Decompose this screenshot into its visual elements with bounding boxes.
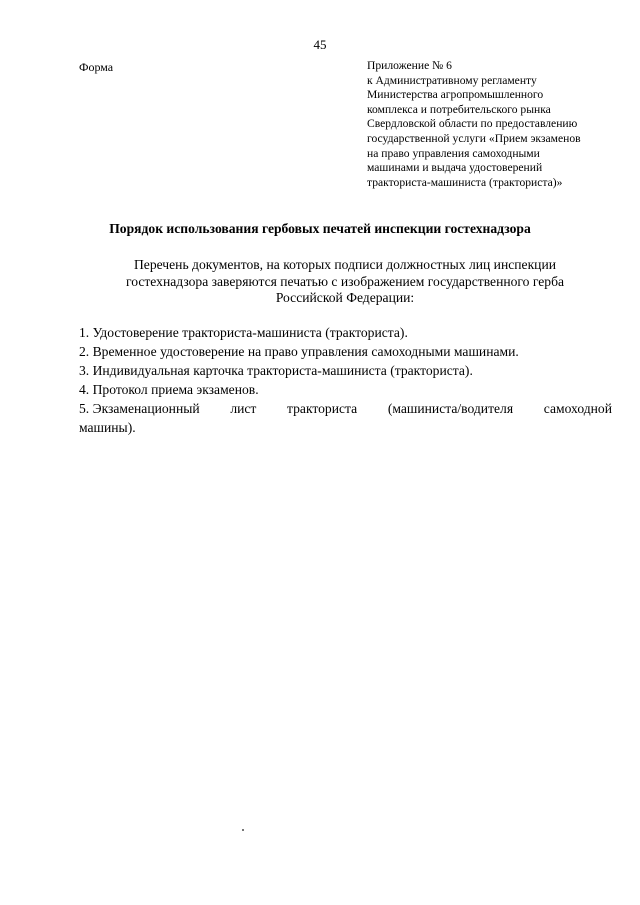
list-item: 4. Протокол приема экзаменов. <box>79 382 259 397</box>
subtitle-line: Российской Федерации: <box>275 290 415 305</box>
appendix-line: машинами и выдача удостоверений <box>367 161 543 175</box>
form-label: Форма <box>79 60 114 74</box>
appendix-line: к Административному регламенту <box>367 73 537 87</box>
document-subtitle <box>60 257 630 307</box>
appendix-line: Свердловской области по предоставлению <box>367 117 578 131</box>
list-item: 1. Удостоверение тракториста-машиниста (тракториста). <box>79 325 408 340</box>
document-list <box>79 323 612 437</box>
document-title: Порядок использования гербовых печатей инспекции гостехнадзора <box>109 221 531 236</box>
list-item-5-word: (машиниста/водителя <box>387 401 514 416</box>
list-item: 3. Индивидуальная карточка тракториста-машиниста (тракториста). <box>79 363 473 378</box>
footer-mark <box>242 829 244 831</box>
appendix-line: Приложение № 6 <box>367 59 452 72</box>
list-item: 2. Временное удостоверение на право управления самоходными машинами. <box>79 344 519 359</box>
subtitle-line: Перечень документов, на которых подписи должностных лиц инспекции <box>133 257 557 272</box>
appendix-line: на право управления самоходными <box>367 146 540 160</box>
appendix-line: тракториста-машиниста (тракториста)» <box>367 175 563 189</box>
page-number: 45 <box>313 37 327 52</box>
appendix-line: Министерства агропромышленного <box>367 88 544 102</box>
appendix-line: государственной услуги «Прием экзаменов <box>367 131 581 145</box>
subtitle-line: гостехнадзора заверяются печатью с изображением государственного герба <box>125 273 565 289</box>
list-item-5-word: самоходной <box>543 401 612 416</box>
appendix-header <box>367 59 617 190</box>
list-item-5-word: тракториста <box>287 401 358 416</box>
appendix-line: комплекса и потребительского рынка <box>367 102 551 116</box>
list-item-5-word: 5. Экзаменационный <box>79 401 200 416</box>
list-item-5-word: лист <box>230 401 257 416</box>
list-item-5 <box>79 399 612 418</box>
list-item-5-continuation: машины). <box>79 420 136 435</box>
